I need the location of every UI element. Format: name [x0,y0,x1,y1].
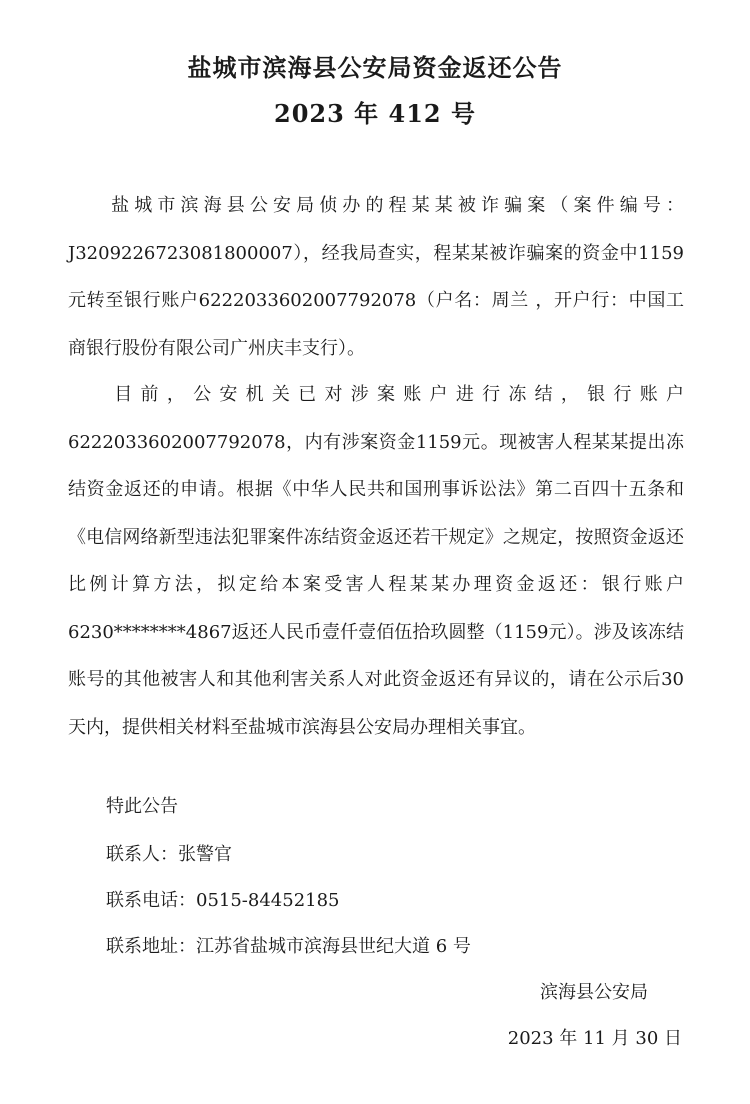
paragraph-2-text: 目前，公安机关已对涉案账户进行冻结，银行账户6222033602007792078，内有涉案资金1159元。现被害人程某某提出冻结资金返还的申请。根据《中华人民共和国刑事诉讼法》第二百四十五条和《电信网络新型违法犯罪案件冻结资金返还若干规定》之规定，按照资金返还比例计算方法，拟定给本案受害人程某某办理资金返还：银行账户6230********4867返还人民币壹仟壹佰伍拾玖圆整（1159元）。涉及该冻结账号的其他被害人和其他利害关系人对此资金返还有异议的，请在公示后30天内，提供相关材料至盐城市滨海县公安局办理相关事宜。 [68,384,684,738]
paragraph-1-text: 盐城市滨海县公安局侦办的程某某被诈骗案（案件编号：J3209226723081800007），经我局查实，程某某被诈骗案的资金中1159元转至银行账户6222033602007792078（户名：周兰 ，开户行：中国工商银行股份有限公司广州庆丰支行）。 [68,195,684,359]
paragraph-case-details [68,182,684,372]
contact-person: 联系人：张警官 [106,844,232,865]
contact-phone: 联系电话：0515-84452185 [106,890,340,911]
special-notice-line: 特此公告 [106,796,178,817]
contact-address: 联系地址：江苏省盐城市滨海县世纪大道 6 号 [106,936,471,957]
notice-number: 2023 年 412 号 [274,99,476,128]
paragraph-refund-details [68,371,684,751]
issue-date: 2023 年 11 月 30 日 [507,1028,682,1049]
issuer-signature: 滨海县公安局 [540,982,648,1003]
notice-title: 盐城市滨海县公安局资金返还公告 [187,53,563,82]
